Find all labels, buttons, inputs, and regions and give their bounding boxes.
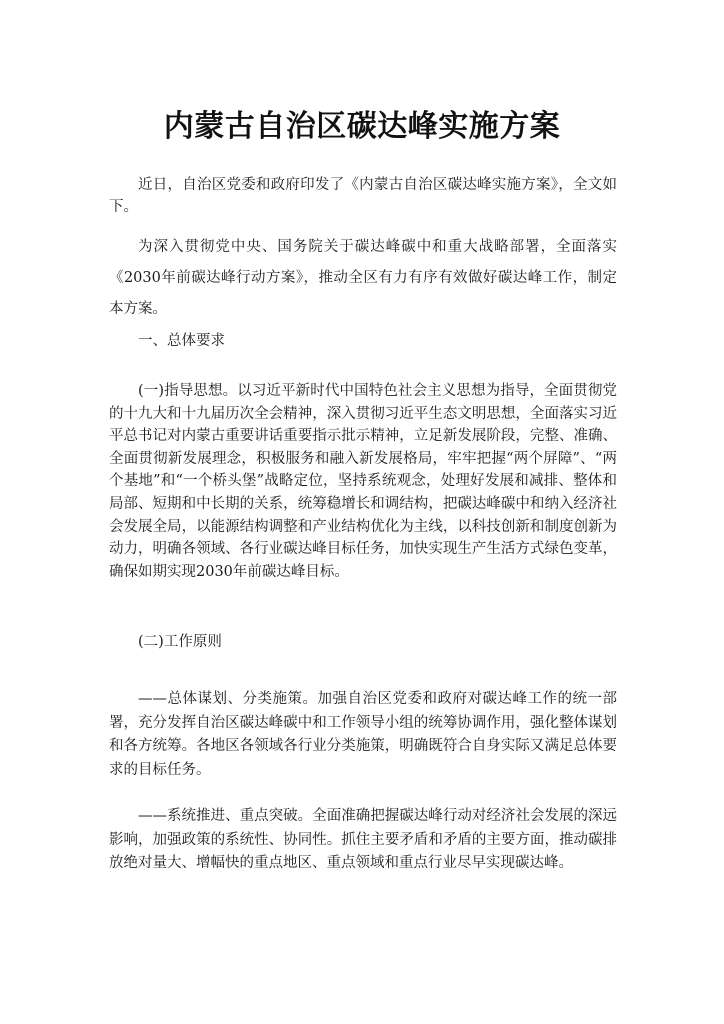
intro-paragraph: 近日，自治区党委和政府印发了《内蒙古自治区碳达峰实施方案》，全文如下。 xyxy=(109,177,617,215)
purpose-paragraph: 为深入贯彻党中央、国务院关于碳达峰碳中和重大战略部署，全面落实《2030年前碳达峰行动方案》，推动全区有力有序有效做好碳达峰工作，制定本方案。 xyxy=(109,239,617,317)
document-title: 内蒙古自治区碳达峰实施方案 xyxy=(163,109,561,144)
principle-overall-planning-paragraph: ——总体谋划、分类施策。加强自治区党委和政府对碳达峰工作的统一部署，充分发挥自治区碳达峰碳中和工作领导小组的统筹协调作用，强化整体谋划和各方统筹。各地区各领域各行业分类施策，明确既符合自身实际又满足总体要求的目标任务。 xyxy=(109,691,617,778)
section-heading-work-principles: (二)工作原则 xyxy=(138,634,222,650)
section-heading-general-requirements: 一、总体要求 xyxy=(138,333,225,349)
guiding-thought-paragraph: (一)指导思想。以习近平新时代中国特色社会主义思想为指导，全面贯彻党的十九大和十九届历次全会精神，深入贯彻习近平生态文明思想，全面落实习近平总书记对内蒙古重要讲话重要指示批示精神，立足新发展阶段，完整、准确、全面贯彻新发展理念，积极服务和融入新发展格局，牢牢把握“两个屏障”、“两个基地”和“一个桥头堡”战略定位，坚持系统观念，处理好发展和减排、整体和局部、短期和中长期的关系，统筹稳增长和调结构，把碳达峰碳中和纳入经济社会发展全局，以能源结构调整和产业结构优化为主线，以科技创新和制度创新为动力，明确各领域、各行业碳达峰目标任务，加快实现生产生活方式绿色变革，确保如期实现2030年前碳达峰目标。 xyxy=(109,383,617,580)
principle-systematic-advance-paragraph: ——系统推进、重点突破。全面准确把握碳达峰行动对经济社会发展的深远影响，加强政策的系统性、协同性。抓住主要矛盾和矛盾的主要方面，推动碳排放绝对量大、增幅快的重点地区、重点领域和重点行业尽早实现碳达峰。 xyxy=(109,808,617,871)
